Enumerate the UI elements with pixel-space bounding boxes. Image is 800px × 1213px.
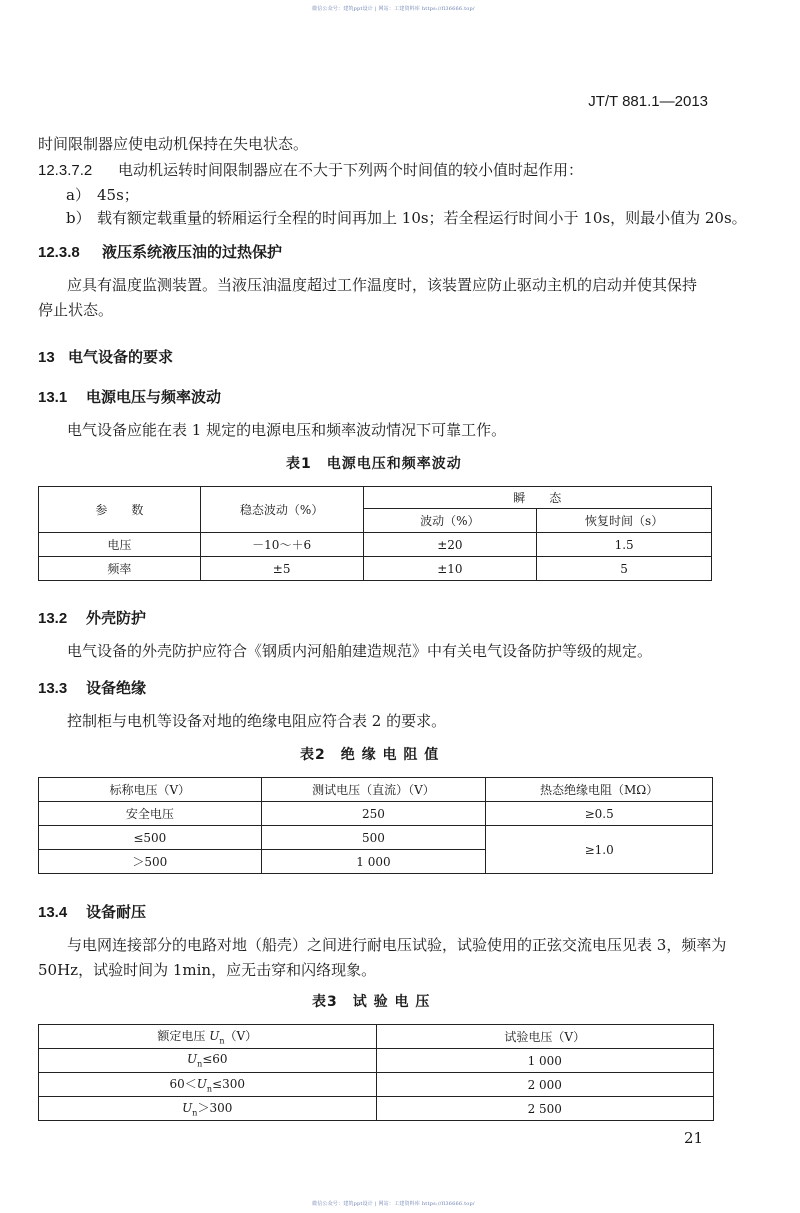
clause-13-1-heading — [38, 386, 221, 407]
clause-text: 电动机运转时间限制器应在不大于下列两个时间值的较小值时起作用： — [118, 161, 584, 179]
table1-header-recover: 恢复时间（s） — [537, 509, 712, 533]
table-cell — [39, 1049, 377, 1073]
subscript: n — [206, 1084, 213, 1094]
table-row — [39, 1049, 714, 1073]
table-cell: ±10 — [363, 557, 537, 581]
clause-title: 设备耐压 — [86, 903, 147, 921]
paragraph-line: 50Hz，试验时间为 1min，应无击穿和闪络现象。 — [38, 961, 377, 979]
table2-header: 热态绝缘电阻（MΩ） — [486, 778, 713, 802]
top-watermark: 微信公众号：建筑ppt设计 | 网站：工建资料库 https://fl36666.top/ — [312, 6, 475, 12]
table1 — [38, 486, 712, 581]
continuation-text: 时间限制器应使电动机保持在失电状态。 — [38, 135, 309, 153]
symbol: U — [182, 1101, 193, 1116]
table-cell: ＞500 — [39, 850, 262, 874]
table-cell: 5 — [537, 557, 712, 581]
clause-title: 电源电压与频率波动 — [86, 388, 222, 406]
table-cell: 1 000 — [261, 850, 486, 874]
clause-13-4-heading — [38, 901, 146, 922]
clause-number: 12.3.8 — [38, 244, 80, 261]
range-suffix: ＞300 — [197, 1101, 233, 1116]
table-cell: 安全电压 — [39, 802, 262, 826]
table-cell: 250 — [261, 802, 486, 826]
table-cell — [39, 1073, 377, 1097]
list-text: 45s； — [97, 186, 139, 204]
chapter-13-heading — [38, 346, 173, 367]
table-cell: 频率 — [39, 557, 201, 581]
clause-12-3-7-2 — [38, 159, 583, 182]
table-cell: 2 500 — [376, 1097, 714, 1121]
table-cell: 1 000 — [376, 1049, 714, 1073]
clause-number: 13.3 — [38, 680, 68, 697]
list-label: a） — [66, 186, 90, 204]
table1-header-wave: 波动（%） — [363, 509, 537, 533]
table-cell: ≥1.0 — [486, 826, 713, 874]
paragraph: 电气设备应能在表 1 规定的电源电压和频率波动情况下可靠工作。 — [67, 421, 507, 439]
table-row — [39, 557, 712, 581]
table-cell: 500 — [261, 826, 486, 850]
table-cell: ±5 — [200, 557, 363, 581]
list-item-a — [66, 184, 139, 206]
table3 — [38, 1024, 714, 1121]
clause-number: 12.3.7.2 — [38, 162, 93, 179]
range-suffix: ≤300 — [212, 1077, 246, 1092]
bottom-watermark: 微信公众号：建筑ppt设计 | 网站：工建资料库 https://fl36666.top/ — [312, 1201, 475, 1207]
table-cell: －10～＋6 — [200, 533, 363, 557]
standard-number-header: JT/T 881.1—2013 — [588, 93, 708, 110]
clause-title: 液压系统液压油的过热保护 — [102, 243, 283, 261]
table-cell: 2 000 — [376, 1073, 714, 1097]
table-cell: ≤500 — [39, 826, 262, 850]
list-item-b — [66, 207, 747, 229]
range-prefix: 60＜ — [169, 1077, 197, 1092]
paragraph: 电气设备的外壳防护应符合《钢质内河船舶建造规范》中有关电气设备防护等级的规定。 — [67, 642, 653, 660]
subscript: n — [197, 1059, 203, 1069]
list-label: b） — [66, 209, 91, 227]
table-cell: 电压 — [39, 533, 201, 557]
table-row — [39, 1097, 714, 1121]
table1-header-param: 参 数 — [39, 487, 201, 533]
table3-caption: 表3 试 验 电 压 — [312, 994, 431, 1010]
symbol: U — [209, 1029, 220, 1044]
header-text: 额定电压 — [157, 1029, 206, 1044]
table2-header: 测试电压（直流）（V） — [261, 778, 486, 802]
range-suffix: ≤60 — [202, 1052, 228, 1067]
clause-number: 13.4 — [38, 904, 68, 921]
paragraph-line: 停止状态。 — [38, 301, 114, 319]
table1-header-steady: 稳态波动（%） — [200, 487, 363, 533]
page-number: 21 — [684, 1129, 704, 1147]
clause-13-3-heading — [38, 677, 146, 698]
table1-caption: 表1 电源电压和频率波动 — [286, 456, 462, 472]
clause-12-3-8-heading — [38, 241, 282, 262]
table-cell: 1.5 — [537, 533, 712, 557]
chapter-number: 13 — [38, 349, 55, 366]
subscript: n — [192, 1108, 198, 1118]
table-cell: ≥0.5 — [486, 802, 713, 826]
table2 — [38, 777, 713, 874]
list-text: 载有额定载重量的轿厢运行全程的时间再加上 10s；若全程运行时间小于 10s，则最小值为 20s。 — [97, 209, 747, 227]
table3-header-test: 试验电压（V） — [376, 1025, 714, 1049]
table-row — [39, 533, 712, 557]
symbol: U — [196, 1077, 207, 1092]
table-row — [39, 826, 713, 850]
clause-title: 设备绝缘 — [86, 679, 147, 697]
table1-header-transient: 瞬 态 — [363, 487, 712, 509]
table3-header-rated — [39, 1025, 377, 1049]
paragraph-line: 应具有温度监测装置。当液压油温度超过工作温度时，该装置应防止驱动主机的启动并使其保持 — [67, 276, 698, 294]
paragraph-line: 与电网连接部分的电路对地（船壳）之间进行耐电压试验，试验使用的正弦交流电压见表 3，频率为 — [67, 936, 727, 954]
symbol: U — [186, 1052, 198, 1067]
table2-caption: 表2 绝 缘 电 阻 值 — [300, 747, 440, 763]
clause-number: 13.2 — [38, 610, 68, 627]
clause-13-2-heading — [38, 607, 146, 628]
table-row — [39, 802, 713, 826]
table2-header: 标称电压（V） — [39, 778, 262, 802]
table-cell — [39, 1097, 377, 1121]
subscript: n — [219, 1036, 225, 1046]
clause-number: 13.1 — [38, 389, 68, 406]
table-row — [39, 1073, 714, 1097]
table-cell: ±20 — [363, 533, 537, 557]
paragraph: 控制柜与电机等设备对地的绝缘电阻应符合表 2 的要求。 — [67, 712, 447, 730]
chapter-title: 电气设备的要求 — [68, 348, 174, 366]
clause-title: 外壳防护 — [86, 609, 147, 627]
header-unit: （V） — [224, 1029, 258, 1044]
